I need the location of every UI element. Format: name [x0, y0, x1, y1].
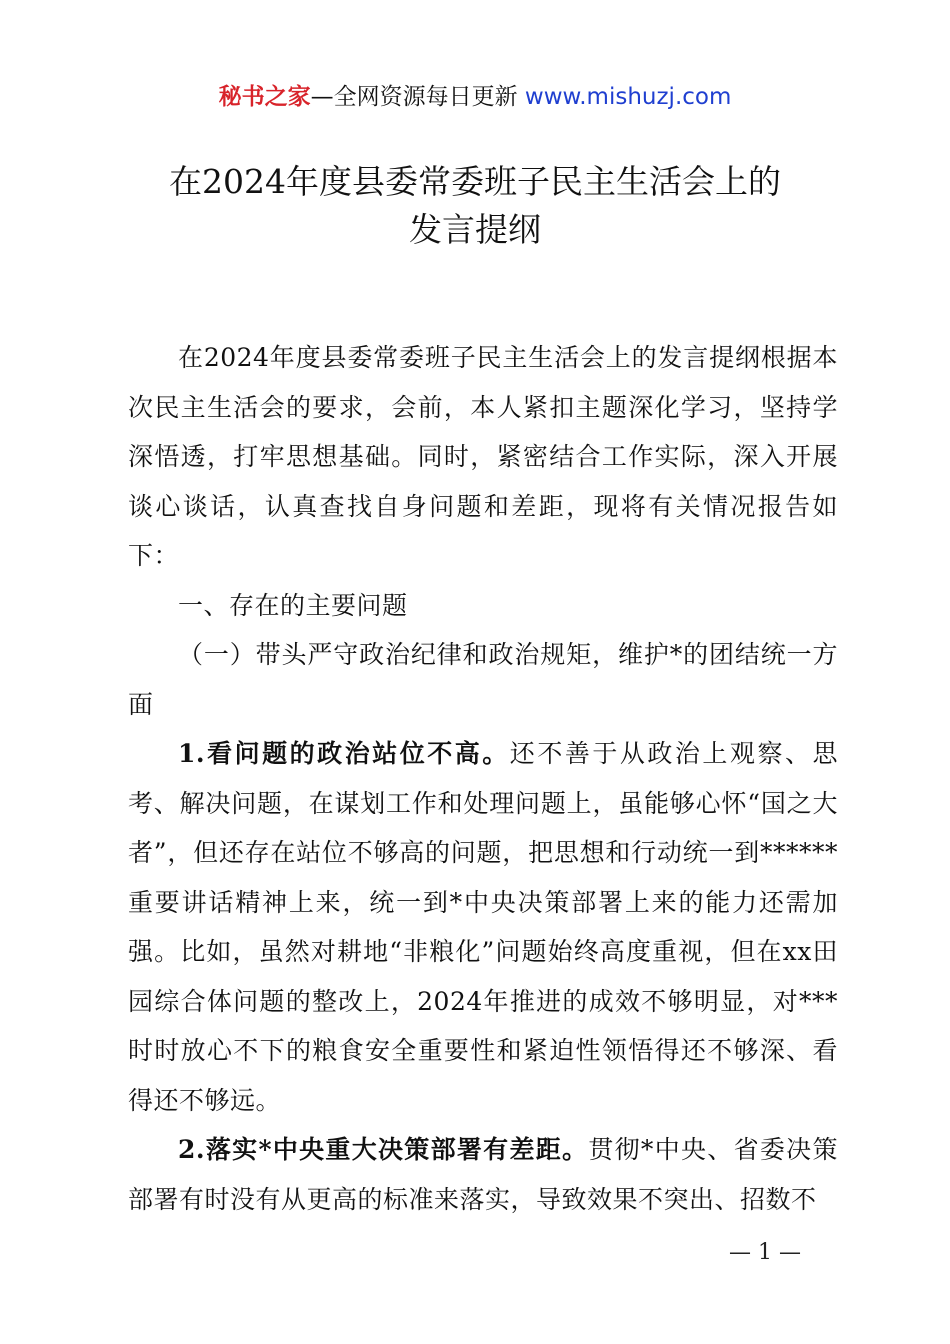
page-number: — 1 — — [729, 1240, 801, 1265]
subsection-heading: （一）带头严守政治纪律和政治规矩，维护*的团结统一方面 — [128, 640, 838, 719]
item-2-heading: 2.落实*中央重大决策部署有差距。 — [178, 1135, 589, 1164]
intro-paragraph: 在2024年度县委常委班子民主生活会上的发言提纲根据本次民主生活会的要求，会前，本人紧扣主题深化学习，坚持学深悟透，打牢思想基础。同时，紧密结合工作实际，深入开展谈心谈话，认真查找自身问题和差距，现将有关情况报告如下： — [128, 343, 838, 570]
site-url-link[interactable]: www.mishuzj.com — [524, 84, 732, 110]
item-1-paragraph — [128, 729, 838, 1125]
brand-name: 秘书之家 — [218, 84, 311, 110]
title-line-1: 在2024年度县委常委班子民主生活会上的 — [169, 162, 781, 201]
item-2-paragraph — [128, 1125, 838, 1224]
item-1-heading: 1.看问题的政治站位不高。 — [178, 739, 510, 768]
header-slogan: —全网资源每日更新 — [310, 84, 518, 110]
section-heading: 一、存在的主要问题 — [178, 590, 408, 620]
document-title — [0, 158, 950, 254]
item-1-text: 还不善于从政治上观察、思考、解决问题，在谋划工作和处理问题上，虽能够心怀“国之大者”，但还存在站位不够高的问题，把思想和行动统一到******重要讲话精神上来，统一到*中央决策部署上来的能力还需加强。比如，虽然对耕地“非粮化”问题始终高度重视，但在xx田园综合体问题的整改上，2024年推进的成效不够明显，对***时时放心不下的粮食安全重要性和紧迫性领悟得还不够深、看得还不够远。 — [128, 739, 838, 1115]
item-2-text: 贯彻*中央、省委决策部署有时没有从更高的标准来落实，导致效果不突出、招数不 — [128, 1135, 838, 1214]
document-body — [128, 333, 838, 1224]
title-line-2: 发言提纲 — [409, 210, 541, 249]
site-header — [0, 82, 950, 112]
